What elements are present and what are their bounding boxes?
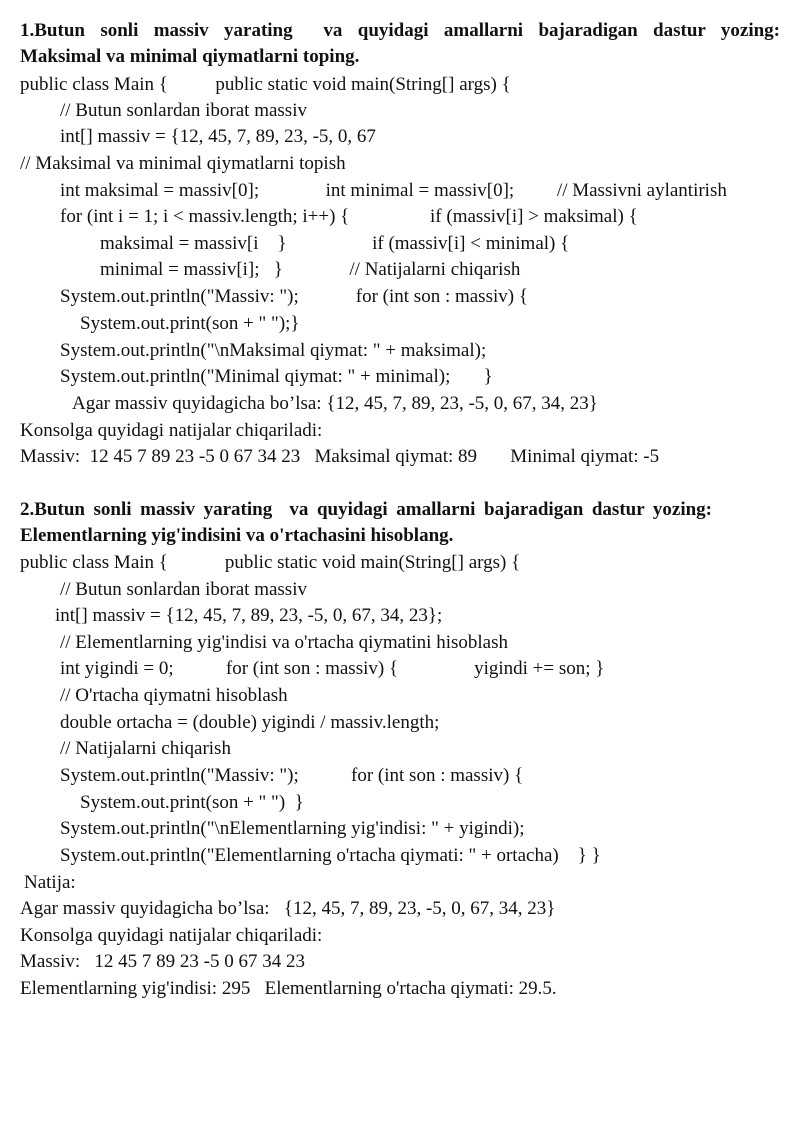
code-line: // O'rtacha qiymatni hisoblash — [60, 685, 288, 706]
result-line: Massiv: 12 45 7 89 23 -5 0 67 34 23 Maksimal qiymat: 89 Minimal qiymat: -5 — [20, 446, 660, 467]
code-line: System.out.print(son + " ");} — [80, 313, 300, 334]
code-line: maksimal = massiv[i } if (massiv[i] < minimal) { — [100, 233, 570, 254]
code-line: minimal = massiv[i]; } // Natijalarni chiqarish — [100, 259, 521, 280]
section2-heading-line1: 2.Butun sonli massiv yarating va quyidagi amallarni bajaradigan dastur yozing: — [20, 499, 712, 520]
result-line: Konsolga quyidagi natijalar chiqariladi: — [20, 925, 323, 946]
code-line: public class Main { public static void main(String[] args) { — [20, 552, 521, 573]
result-label: Natija: — [24, 872, 76, 893]
result-line: Konsolga quyidagi natijalar chiqariladi: — [20, 420, 323, 441]
code-line: System.out.println("Massiv: "); for (int son : massiv) { — [60, 765, 524, 786]
code-line: // Butun sonlardan iborat massiv — [60, 100, 307, 121]
result-line: Massiv: 12 45 7 89 23 -5 0 67 34 23 — [20, 951, 305, 972]
section1-heading-line2: Maksimal va minimal qiymatlarni toping. — [20, 46, 360, 67]
code-line: int[] massiv = {12, 45, 7, 89, 23, -5, 0, 67, 34, 23}; — [55, 605, 443, 626]
code-line: double ortacha = (double) yigindi / massiv.length; — [60, 712, 440, 733]
code-line: // Elementlarning yig'indisi va o'rtacha qiymatini hisoblash — [60, 632, 508, 653]
section1-heading-line1: 1.Butun sonli massiv yarating va quyidagi amallarni bajaradigan dastur yozing: — [20, 20, 780, 41]
code-line: for (int i = 1; i < massiv.length; i++) { if (massiv[i] > maksimal) { — [60, 206, 638, 227]
code-line: // Butun sonlardan iborat massiv — [60, 579, 307, 600]
code-line: int yigindi = 0; for (int son : massiv) { yigindi += son; } — [60, 658, 605, 679]
code-line: int maksimal = massiv[0]; int minimal = massiv[0]; // Massivni aylantirish — [60, 180, 727, 201]
code-line: int[] massiv = {12, 45, 7, 89, 23, -5, 0, 67 — [60, 126, 376, 147]
code-line: System.out.println("\nElementlarning yig'indisi: " + yigindi); — [60, 818, 525, 839]
example-line: Agar massiv quyidagicha bo’lsa: {12, 45, 7, 89, 23, -5, 0, 67, 34, 23} — [72, 393, 598, 414]
code-line: System.out.println("Elementlarning o'rtacha qiymati: " + ortacha) } } — [60, 845, 601, 866]
code-line: public class Main { public static void main(String[] args) { — [20, 74, 511, 95]
code-line: // Maksimal va minimal qiymatlarni topish — [20, 153, 346, 174]
code-line: System.out.println("\nMaksimal qiymat: " + maksimal); — [60, 340, 487, 361]
code-line: System.out.println("Massiv: "); for (int son : massiv) { — [60, 286, 528, 307]
result-line: Elementlarning yig'indisi: 295 Elementlarning o'rtacha qiymati: 29.5. — [20, 978, 557, 999]
code-line: System.out.println("Minimal qiymat: " + minimal); } — [60, 366, 493, 387]
example-line: Agar massiv quyidagicha bo’lsa: {12, 45, 7, 89, 23, -5, 0, 67, 34, 23} — [20, 898, 556, 919]
code-line: System.out.print(son + " ") } — [80, 792, 304, 813]
code-line: // Natijalarni chiqarish — [60, 738, 231, 759]
section2-heading-line2: Elementlarning yig'indisini va o'rtachasini hisoblang. — [20, 525, 454, 546]
